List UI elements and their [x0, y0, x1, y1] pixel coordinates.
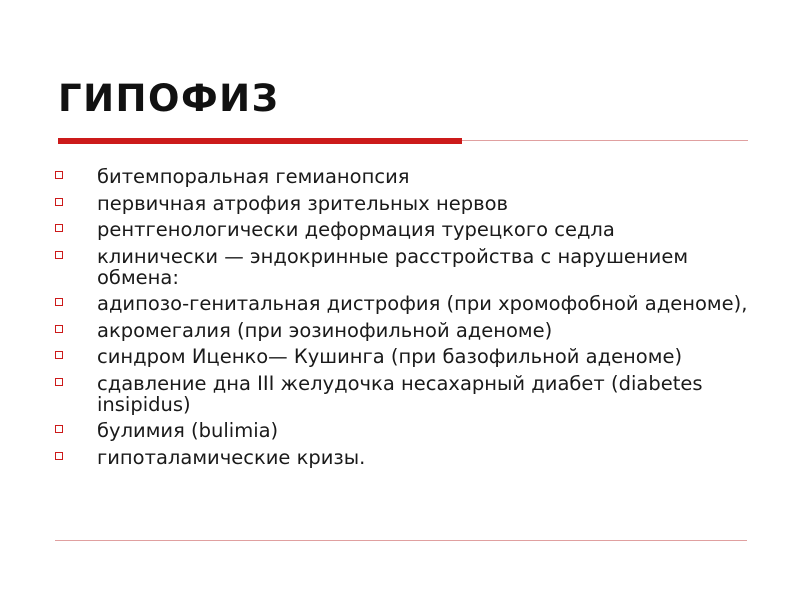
title-divider	[58, 140, 748, 141]
bullet-text: акромегалия (при эозинофильной аденоме)	[97, 318, 553, 342]
hollow-square-icon	[55, 224, 63, 232]
bullet-item	[55, 193, 755, 214]
hollow-square-icon	[55, 298, 63, 306]
hollow-square-icon	[55, 198, 63, 206]
hollow-square-icon	[55, 378, 63, 386]
hollow-square-icon	[55, 171, 63, 179]
bullet-text: булимия (bulimia)	[97, 419, 279, 442]
title-divider-accent-bar	[58, 138, 462, 144]
bullet-text: битемпоральная гемианопсия	[97, 165, 410, 188]
bullet-text: рентгенологически деформация турецкого седла	[97, 218, 615, 241]
bullet-text: клинически — эндокринные расстройства с нарушением обмена:	[97, 244, 689, 289]
bullet-item	[55, 346, 755, 367]
bullet-list	[55, 166, 755, 473]
hollow-square-icon	[55, 325, 63, 333]
bullet-text: сдавление дна III желудочка несахарный диабет (diabetes insipidus)	[97, 371, 703, 416]
bullet-item	[55, 447, 755, 468]
bullet-item	[55, 246, 755, 288]
bullet-item	[55, 293, 755, 314]
hollow-square-icon	[55, 251, 63, 259]
bullet-item	[55, 420, 755, 441]
hollow-square-icon	[55, 452, 63, 460]
bullet-item	[55, 373, 755, 415]
bullet-item	[55, 166, 755, 187]
slide-title: ГИПОФИЗ	[58, 77, 280, 120]
bullet-text: гипоталамические кризы.	[97, 445, 366, 469]
hollow-square-icon	[55, 351, 63, 359]
hollow-square-icon	[55, 425, 63, 433]
bullet-text: адипозо-генитальная дистрофия (при хромофобной аденоме),	[97, 292, 748, 315]
bullet-text: первичная атрофия зрительных нервов	[97, 191, 508, 215]
bullet-item	[55, 219, 755, 240]
bullet-item	[55, 320, 755, 341]
bullet-text: синдром Иценко— Кушинга (при базофильной аденоме)	[97, 345, 683, 368]
bottom-divider	[55, 540, 747, 541]
